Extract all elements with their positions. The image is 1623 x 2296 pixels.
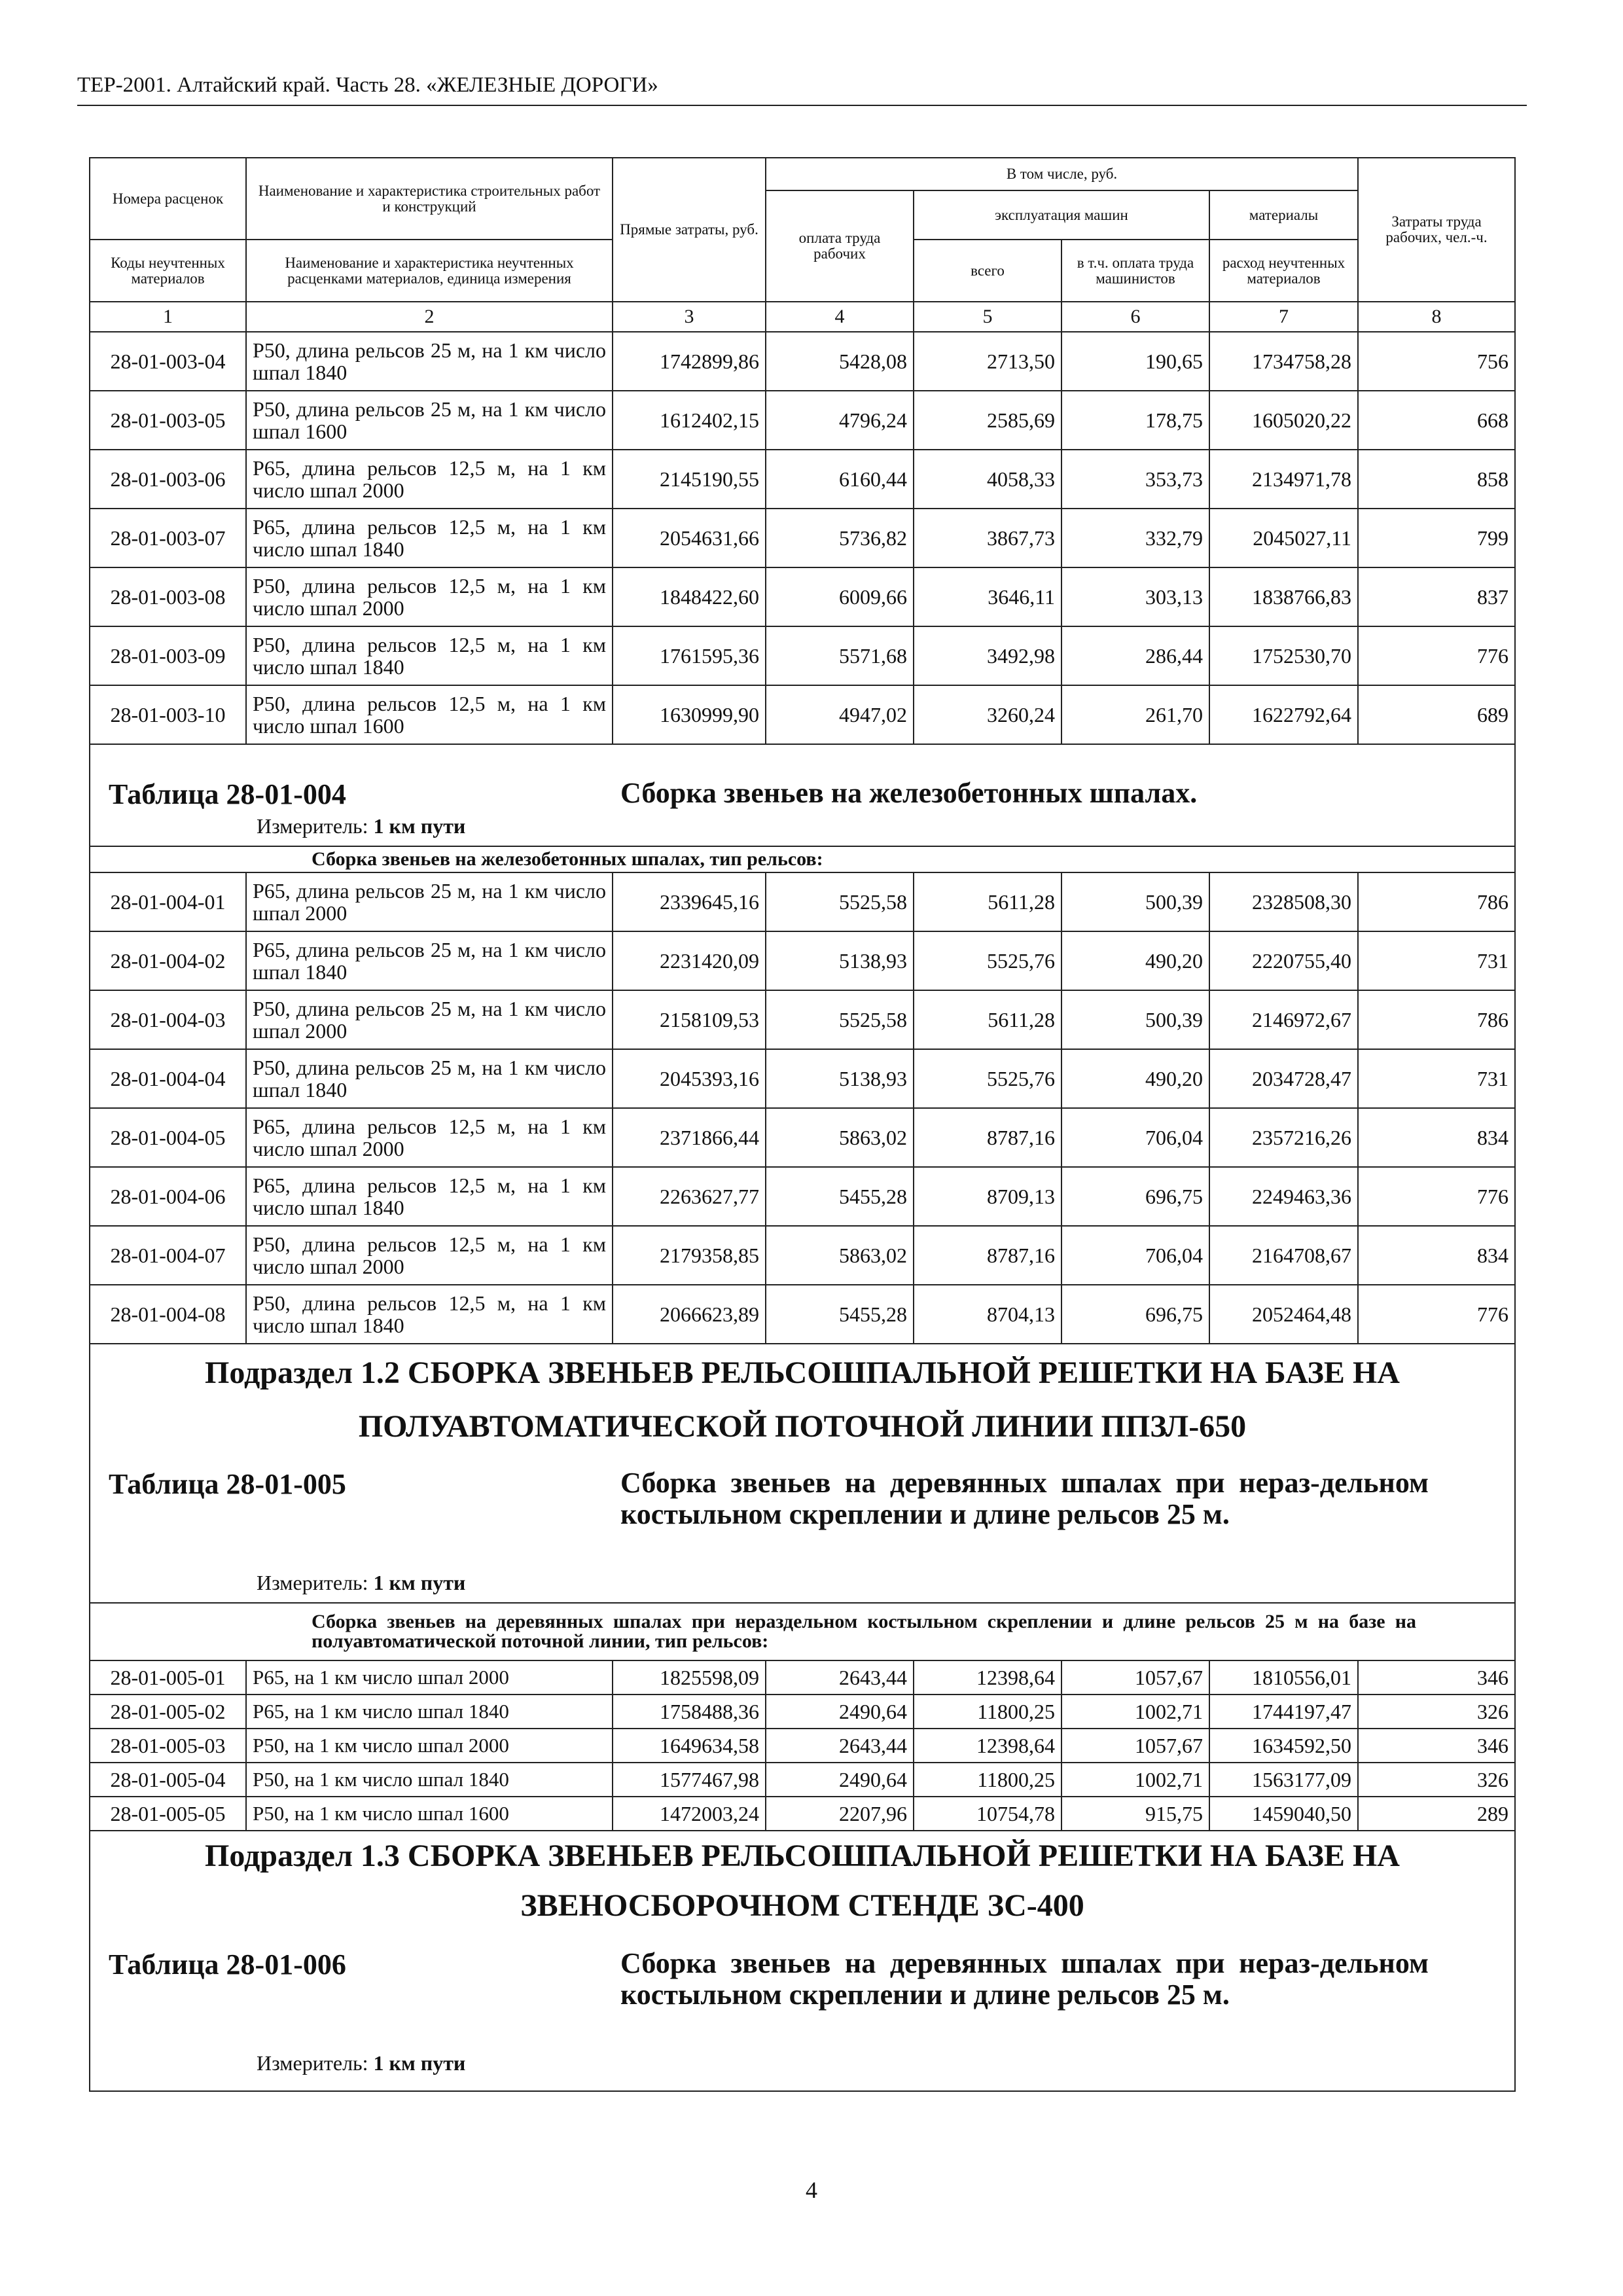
direct-costs: 2066623,89 <box>613 1285 766 1344</box>
rate-name: Р65, на 1 км число шпал 1840 <box>246 1695 613 1729</box>
direct-costs: 2145190,55 <box>613 450 766 509</box>
machines-total: 12398,64 <box>914 1729 1061 1763</box>
materials: 2146972,67 <box>1209 990 1358 1049</box>
rate-name: Р50, длина рельсов 25 м, на 1 км число шпал 2000 <box>246 990 613 1049</box>
column-number: 4 <box>766 302 914 332</box>
rate-code: 28-01-003-10 <box>90 685 246 744</box>
measure-label: Измеритель: <box>257 814 368 838</box>
direct-costs: 1742899,86 <box>613 332 766 391</box>
measure-value: 1 км пути <box>373 814 466 838</box>
rate-code: 28-01-003-09 <box>90 626 246 685</box>
direct-costs: 1649634,58 <box>613 1729 766 1763</box>
table-005-measure <box>257 1571 465 1595</box>
direct-costs: 2371866,44 <box>613 1108 766 1167</box>
rate-code: 28-01-003-08 <box>90 567 246 626</box>
table-row <box>90 1285 1515 1344</box>
table-row <box>90 1049 1515 1108</box>
rate-code: 28-01-003-04 <box>90 332 246 391</box>
machines-total: 11800,25 <box>914 1763 1061 1797</box>
table-004-heading <box>90 744 1515 846</box>
table-row <box>90 1729 1515 1763</box>
wages: 2490,64 <box>766 1695 914 1729</box>
rate-name: Р50, на 1 км число шпал 2000 <box>246 1729 613 1763</box>
section-004: Сборка звеньев на железобетонных шпалах, тип рельсов: <box>246 846 1515 872</box>
machines-total: 12398,64 <box>914 1660 1061 1695</box>
materials: 1622792,64 <box>1209 685 1358 744</box>
header-work-name: Наименование и характеристика строительных работ и конструкций <box>246 158 613 240</box>
wages: 5525,58 <box>766 990 914 1049</box>
wages: 2643,44 <box>766 1660 914 1695</box>
column-number: 3 <box>613 302 766 332</box>
table-row <box>90 990 1515 1049</box>
wages: 2207,96 <box>766 1797 914 1831</box>
table-004-description: Сборка звеньев на железобетонных шпалах. <box>620 777 1198 809</box>
machines-total: 3646,11 <box>914 567 1061 626</box>
materials: 1744197,47 <box>1209 1695 1358 1729</box>
labor: 289 <box>1358 1797 1515 1831</box>
table-row <box>90 1660 1515 1695</box>
wages: 5736,82 <box>766 509 914 567</box>
rate-code: 28-01-004-05 <box>90 1108 246 1167</box>
table-row <box>90 1167 1515 1226</box>
materials: 2052464,48 <box>1209 1285 1358 1344</box>
materials: 1563177,09 <box>1209 1763 1358 1797</box>
table-row <box>90 872 1515 931</box>
materials: 1752530,70 <box>1209 626 1358 685</box>
machinists-wages: 190,65 <box>1061 332 1209 391</box>
machines-total: 8787,16 <box>914 1226 1061 1285</box>
rate-code: 28-01-004-01 <box>90 872 246 931</box>
machinists-wages: 303,13 <box>1061 567 1209 626</box>
direct-costs: 2231420,09 <box>613 931 766 990</box>
column-number: 1 <box>90 302 246 332</box>
machinists-wages: 500,39 <box>1061 872 1209 931</box>
header-machines-total: всего <box>914 240 1061 302</box>
table-row <box>90 1108 1515 1167</box>
subsection-1-3-line2: ЗВЕНОСБОРОЧНОМ СТЕНДЕ ЗС-400 <box>520 1888 1084 1923</box>
table-row <box>90 931 1515 990</box>
materials: 2357216,26 <box>1209 1108 1358 1167</box>
direct-costs: 1577467,98 <box>613 1763 766 1797</box>
header-direct-costs: Прямые затраты, руб. <box>613 158 766 302</box>
wages: 5863,02 <box>766 1226 914 1285</box>
direct-costs: 2045393,16 <box>613 1049 766 1108</box>
column-number: 7 <box>1209 302 1358 332</box>
machinists-wages: 1002,71 <box>1061 1695 1209 1729</box>
materials: 2220755,40 <box>1209 931 1358 990</box>
machinists-wages: 261,70 <box>1061 685 1209 744</box>
wages: 6009,66 <box>766 567 914 626</box>
wages: 2490,64 <box>766 1763 914 1797</box>
machinists-wages: 178,75 <box>1061 391 1209 450</box>
subsection-1-2-line1: Подраздел 1.2 СБОРКА ЗВЕНЬЕВ РЕЛЬСОШПАЛЬНОЙ РЕШЕТКИ НА БАЗЕ НА <box>205 1355 1400 1390</box>
rate-code: 28-01-003-06 <box>90 450 246 509</box>
column-number: 8 <box>1358 302 1515 332</box>
direct-costs: 1825598,09 <box>613 1660 766 1695</box>
table-004-measure <box>257 814 465 838</box>
table-005-title: Таблица 28-01-005 <box>109 1468 346 1500</box>
table-row <box>90 509 1515 567</box>
wages: 4796,24 <box>766 391 914 450</box>
rate-name: Р50, длина рельсов 12,5 м, на 1 км число шпал 2000 <box>246 567 613 626</box>
rate-name: Р50, длина рельсов 12,5 м, на 1 км число шпал 1840 <box>246 1285 613 1344</box>
header-material-name: Наименование и характеристика неучтенных расценками материалов, единица измерения <box>246 240 613 302</box>
measure-value: 1 км пути <box>373 2051 466 2075</box>
rate-name: Р50, длина рельсов 12,5 м, на 1 км число шпал 1840 <box>246 626 613 685</box>
machinists-wages: 1057,67 <box>1061 1660 1209 1695</box>
machines-total: 3260,24 <box>914 685 1061 744</box>
machinists-wages: 500,39 <box>1061 990 1209 1049</box>
machinists-wages: 696,75 <box>1061 1167 1209 1226</box>
table-row <box>90 1695 1515 1729</box>
machines-total: 2713,50 <box>914 332 1061 391</box>
wages: 5455,28 <box>766 1167 914 1226</box>
machines-total: 5611,28 <box>914 872 1061 931</box>
machinists-wages: 286,44 <box>1061 626 1209 685</box>
wages: 5455,28 <box>766 1285 914 1344</box>
materials: 2034728,47 <box>1209 1049 1358 1108</box>
wages: 5138,93 <box>766 931 914 990</box>
column-number: 2 <box>246 302 613 332</box>
table-row <box>90 685 1515 744</box>
machinists-wages: 696,75 <box>1061 1285 1209 1344</box>
header-machinists: в т.ч. оплата труда машинистов <box>1061 240 1209 302</box>
rate-code: 28-01-005-01 <box>90 1660 246 1695</box>
page-header: ТЕР-2001. Алтайский край. Часть 28. «ЖЕЛЕЗНЫЕ ДОРОГИ» <box>77 73 658 97</box>
materials: 1734758,28 <box>1209 332 1358 391</box>
subsection-1-2-block <box>90 1344 1515 1603</box>
direct-costs: 2158109,53 <box>613 990 766 1049</box>
subsection-1-3-line1: Подраздел 1.3 СБОРКА ЗВЕНЬЕВ РЕЛЬСОШПАЛЬНОЙ РЕШЕТКИ НА БАЗЕ НА <box>205 1839 1400 1873</box>
rate-name: Р50, длина рельсов 25 м, на 1 км число шпал 1600 <box>246 391 613 450</box>
rate-code: 28-01-004-04 <box>90 1049 246 1108</box>
labor: 731 <box>1358 1049 1515 1108</box>
rate-code: 28-01-004-08 <box>90 1285 246 1344</box>
table-row <box>90 626 1515 685</box>
page-number: 4 <box>806 2177 817 2203</box>
labor: 326 <box>1358 1763 1515 1797</box>
direct-costs: 1472003,24 <box>613 1797 766 1831</box>
table-005-description: Сборка звеньев на деревянных шпалах при нераз-дельном костыльном скреплении и длине рельсов 25 м. <box>620 1467 1429 1530</box>
machines-total: 4058,33 <box>914 450 1061 509</box>
machines-total: 8787,16 <box>914 1108 1061 1167</box>
measure-value: 1 км пути <box>373 1571 466 1594</box>
rate-name: Р50, длина рельсов 25 м, на 1 км число шпал 1840 <box>246 1049 613 1108</box>
wages: 5525,58 <box>766 872 914 931</box>
materials: 1634592,50 <box>1209 1729 1358 1763</box>
rate-code: 28-01-004-03 <box>90 990 246 1049</box>
labor: 776 <box>1358 1285 1515 1344</box>
rate-code: 28-01-004-02 <box>90 931 246 990</box>
measure-label: Измеритель: <box>257 2051 368 2075</box>
machinists-wages: 706,04 <box>1061 1108 1209 1167</box>
direct-costs: 2263627,77 <box>613 1167 766 1226</box>
rate-name: Р65, длина рельсов 25 м, на 1 км число шпал 2000 <box>246 872 613 931</box>
machines-total: 5525,76 <box>914 931 1061 990</box>
labor: 858 <box>1358 450 1515 509</box>
materials: 1605020,22 <box>1209 391 1358 450</box>
machines-total: 5611,28 <box>914 990 1061 1049</box>
machines-total: 11800,25 <box>914 1695 1061 1729</box>
labor: 837 <box>1358 567 1515 626</box>
machinists-wages: 490,20 <box>1061 931 1209 990</box>
machines-total: 3492,98 <box>914 626 1061 685</box>
labor: 776 <box>1358 626 1515 685</box>
labor: 756 <box>1358 332 1515 391</box>
table-row <box>90 1763 1515 1797</box>
wages: 5571,68 <box>766 626 914 685</box>
table-row <box>90 450 1515 509</box>
table-006-measure <box>257 2051 465 2075</box>
rate-code: 28-01-003-07 <box>90 509 246 567</box>
labor: 834 <box>1358 1226 1515 1285</box>
subsection-1-3-block <box>90 1831 1515 2091</box>
direct-costs: 1630999,90 <box>613 685 766 744</box>
section-spacer <box>90 1603 246 1660</box>
rate-code: 28-01-005-04 <box>90 1763 246 1797</box>
table-006-description: Сборка звеньев на деревянных шпалах при нераз-дельном костыльном скреплении и длине рельсов 25 м. <box>620 1947 1429 2011</box>
rate-name: Р65, длина рельсов 12,5 м, на 1 км число шпал 1840 <box>246 509 613 567</box>
rate-name: Р50, на 1 км число шпал 1840 <box>246 1763 613 1797</box>
labor: 668 <box>1358 391 1515 450</box>
rate-name: Р65, на 1 км число шпал 2000 <box>246 1660 613 1695</box>
header-labor: Затраты труда рабочих, чел.-ч. <box>1358 158 1515 302</box>
rate-code: 28-01-005-03 <box>90 1729 246 1763</box>
labor: 346 <box>1358 1729 1515 1763</box>
rate-name: Р50, длина рельсов 12,5 м, на 1 км число шпал 2000 <box>246 1226 613 1285</box>
rate-name: Р65, длина рельсов 12,5 м, на 1 км число шпал 2000 <box>246 1108 613 1167</box>
labor: 326 <box>1358 1695 1515 1729</box>
materials: 2134971,78 <box>1209 450 1358 509</box>
materials: 2249463,36 <box>1209 1167 1358 1226</box>
direct-costs: 2054631,66 <box>613 509 766 567</box>
column-number: 5 <box>914 302 1061 332</box>
rate-name: Р50, длина рельсов 25 м, на 1 км число шпал 1840 <box>246 332 613 391</box>
labor: 834 <box>1358 1108 1515 1167</box>
subsection-1-2-line2: ПОЛУАВТОМАТИЧЕСКОЙ ПОТОЧНОЙ ЛИНИИ ППЗЛ-650 <box>358 1409 1247 1444</box>
labor: 786 <box>1358 872 1515 931</box>
labor: 689 <box>1358 685 1515 744</box>
machines-total: 10754,78 <box>914 1797 1061 1831</box>
labor: 346 <box>1358 1660 1515 1695</box>
header-codes: Коды неучтенных материалов <box>90 240 246 302</box>
table-row <box>90 1226 1515 1285</box>
rate-code: 28-01-004-07 <box>90 1226 246 1285</box>
header-unaccounted: расход неучтенных материалов <box>1209 240 1358 302</box>
wages: 5863,02 <box>766 1108 914 1167</box>
section-005: Сборка звеньев на деревянных шпалах при нераздельном костыльном скреплении и длине рельсов 25 м на базе на полуавтоматической поточной линии, тип рельсов: <box>246 1603 1515 1660</box>
table-row <box>90 567 1515 626</box>
direct-costs: 1848422,60 <box>613 567 766 626</box>
machinists-wages: 1057,67 <box>1061 1729 1209 1763</box>
table-006-title: Таблица 28-01-006 <box>109 1948 346 1981</box>
rate-name: Р65, длина рельсов 25 м, на 1 км число шпал 1840 <box>246 931 613 990</box>
machines-total: 8709,13 <box>914 1167 1061 1226</box>
rate-name: Р50, на 1 км число шпал 1600 <box>246 1797 613 1831</box>
machinists-wages: 490,20 <box>1061 1049 1209 1108</box>
table-row <box>90 332 1515 391</box>
materials: 2328508,30 <box>1209 872 1358 931</box>
direct-costs: 1612402,15 <box>613 391 766 450</box>
direct-costs: 2179358,85 <box>613 1226 766 1285</box>
labor: 776 <box>1358 1167 1515 1226</box>
labor: 786 <box>1358 990 1515 1049</box>
rate-code: 28-01-004-06 <box>90 1167 246 1226</box>
wages: 6160,44 <box>766 450 914 509</box>
machinists-wages: 353,73 <box>1061 450 1209 509</box>
table-004-title: Таблица 28-01-004 <box>109 778 346 810</box>
materials: 1810556,01 <box>1209 1660 1358 1695</box>
machines-total: 5525,76 <box>914 1049 1061 1108</box>
rate-code: 28-01-005-02 <box>90 1695 246 1729</box>
machinists-wages: 332,79 <box>1061 509 1209 567</box>
header-rule <box>77 105 1527 106</box>
materials: 2045027,11 <box>1209 509 1358 567</box>
direct-costs: 1758488,36 <box>613 1695 766 1729</box>
materials: 1459040,50 <box>1209 1797 1358 1831</box>
header-including: В том числе, руб. <box>766 158 1358 190</box>
column-number: 6 <box>1061 302 1209 332</box>
materials: 2164708,67 <box>1209 1226 1358 1285</box>
rate-code: 28-01-005-05 <box>90 1797 246 1831</box>
machinists-wages: 706,04 <box>1061 1226 1209 1285</box>
machines-total: 2585,69 <box>914 391 1061 450</box>
machinists-wages: 915,75 <box>1061 1797 1209 1831</box>
table-row <box>90 391 1515 450</box>
measure-label: Измеритель: <box>257 1571 368 1594</box>
machines-total: 8704,13 <box>914 1285 1061 1344</box>
labor: 731 <box>1358 931 1515 990</box>
header-machines: эксплуатация машин <box>914 190 1209 240</box>
direct-costs: 1761595,36 <box>613 626 766 685</box>
column-numbers-row <box>90 302 1515 332</box>
wages: 2643,44 <box>766 1729 914 1763</box>
table-row <box>90 1797 1515 1831</box>
rates-table <box>89 157 1516 2092</box>
wages: 5428,08 <box>766 332 914 391</box>
rate-code: 28-01-003-05 <box>90 391 246 450</box>
wages: 4947,02 <box>766 685 914 744</box>
rate-name: Р65, длина рельсов 12,5 м, на 1 км число шпал 1840 <box>246 1167 613 1226</box>
labor: 799 <box>1358 509 1515 567</box>
rate-name: Р50, длина рельсов 12,5 м, на 1 км число шпал 1600 <box>246 685 613 744</box>
header-num-rates: Номера расценок <box>90 158 246 240</box>
section-spacer <box>90 846 246 872</box>
machinists-wages: 1002,71 <box>1061 1763 1209 1797</box>
rate-name: Р65, длина рельсов 12,5 м, на 1 км число шпал 2000 <box>246 450 613 509</box>
materials: 1838766,83 <box>1209 567 1358 626</box>
machines-total: 3867,73 <box>914 509 1061 567</box>
header-wages: оплата труда рабочих <box>766 190 914 302</box>
header-materials: материалы <box>1209 190 1358 240</box>
direct-costs: 2339645,16 <box>613 872 766 931</box>
wages: 5138,93 <box>766 1049 914 1108</box>
